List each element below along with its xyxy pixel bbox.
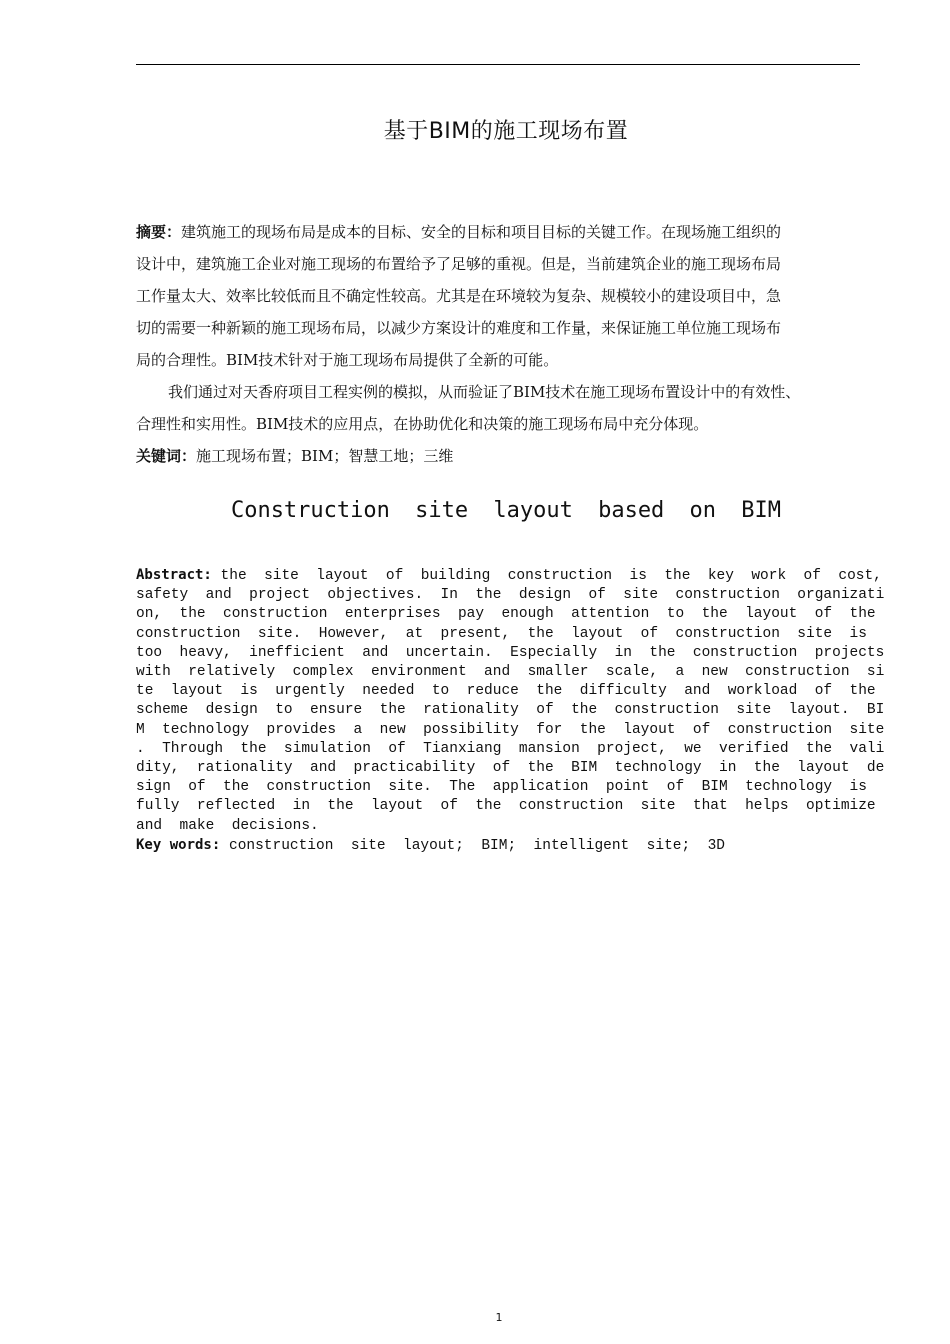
abstract-cn-line-2: 设计中，建筑施工企业对施工现场的布置给予了足够的重视。但是，当前建筑企业的施工现场布局 <box>136 255 782 273</box>
abstract-cn-line-4: 切的需要一种新颖的施工现场布局，以减少方案设计的难度和工作量，来保证施工单位施工现场布 <box>136 319 782 337</box>
keywords-english <box>136 836 866 856</box>
abstract-english <box>136 566 885 856</box>
keywords-cn-text: 施工现场布置；BIM；智慧工地；三维 <box>196 447 454 465</box>
abstract-en-line: and make decisions. <box>136 817 319 834</box>
keywords-cn-label: 关键词： <box>136 447 197 465</box>
abstract-en-line: M technology provides a new possibility for the layout of construction site <box>136 721 885 738</box>
header-rule <box>136 64 860 65</box>
abstract-en-line: sign of the construction site. The application point of BIM technology is <box>136 779 867 796</box>
abstract-en-line: on, the construction enterprises pay enough attention to the layout of the <box>136 606 876 623</box>
abstract-en-line: te layout is urgently needed to reduce the difficulty and workload of the <box>136 683 876 700</box>
page-number: 1 <box>495 1311 503 1324</box>
keywords-en-label: Key words: <box>136 836 221 853</box>
title-chinese: 基于BIM的施工现场布置 <box>383 119 629 144</box>
abstract-en-line: safety and project objectives. In the design of site construction organizati <box>136 587 885 604</box>
keywords-en-text: construction site layout; BIM; intelligent site; 3D <box>220 837 725 854</box>
abstract-en-line: construction site. However, at present, the layout of construction site is <box>136 625 867 642</box>
abstract-en-line-1 <box>136 566 882 586</box>
keywords-chinese <box>136 440 866 472</box>
abstract-en-label: Abstract: <box>136 567 212 583</box>
title-english: Construction site layout based on BIM <box>230 498 782 523</box>
abstract-chinese <box>136 216 866 472</box>
abstract-en-line: too heavy, inefficient and uncertain. Especially in the construction projects <box>136 644 885 661</box>
abstract-en-line: scheme design to ensure the rationality of the construction site layout. BI <box>136 702 885 719</box>
abstract-en-line: with relatively complex environment and smaller scale, a new construction si <box>136 664 885 681</box>
abstract-en-line: dity, rationality and practicability of the BIM technology in the layout de <box>136 760 885 777</box>
abstract-cn-label: 摘要： <box>136 223 182 241</box>
abstract-cn-line-1 <box>136 216 866 248</box>
abstract-en-first-line: the site layout of building construction is the key work of cost, <box>211 568 882 584</box>
abstract-cn-para2-line-2: 合理性和实用性。BIM技术的应用点，在协助优化和决策的施工现场布局中充分体现。 <box>136 415 709 433</box>
abstract-en-line: . Through the simulation of Tianxiang mansion project, we verified the vali <box>136 740 885 757</box>
abstract-cn-text: 建筑施工的现场布局是成本的目标、安全的目标和项目目标的关键工作。在现场施工组织的 <box>181 223 782 241</box>
abstract-cn-para2-line-1: 我们通过对天香府项目工程实例的模拟，从而验证了BIM技术在施工现场布置设计中的有效性、 <box>168 383 801 401</box>
abstract-en-line: fully reflected in the layout of the construction site that helps optimize <box>136 798 876 815</box>
abstract-cn-line-5: 局的合理性。BIM技术针对于施工现场布局提供了全新的可能。 <box>136 351 559 369</box>
abstract-cn-line-3: 工作量太大、效率比较低而且不确定性较高。尤其是在环境较为复杂、规模较小的建设项目中，急 <box>136 287 782 305</box>
